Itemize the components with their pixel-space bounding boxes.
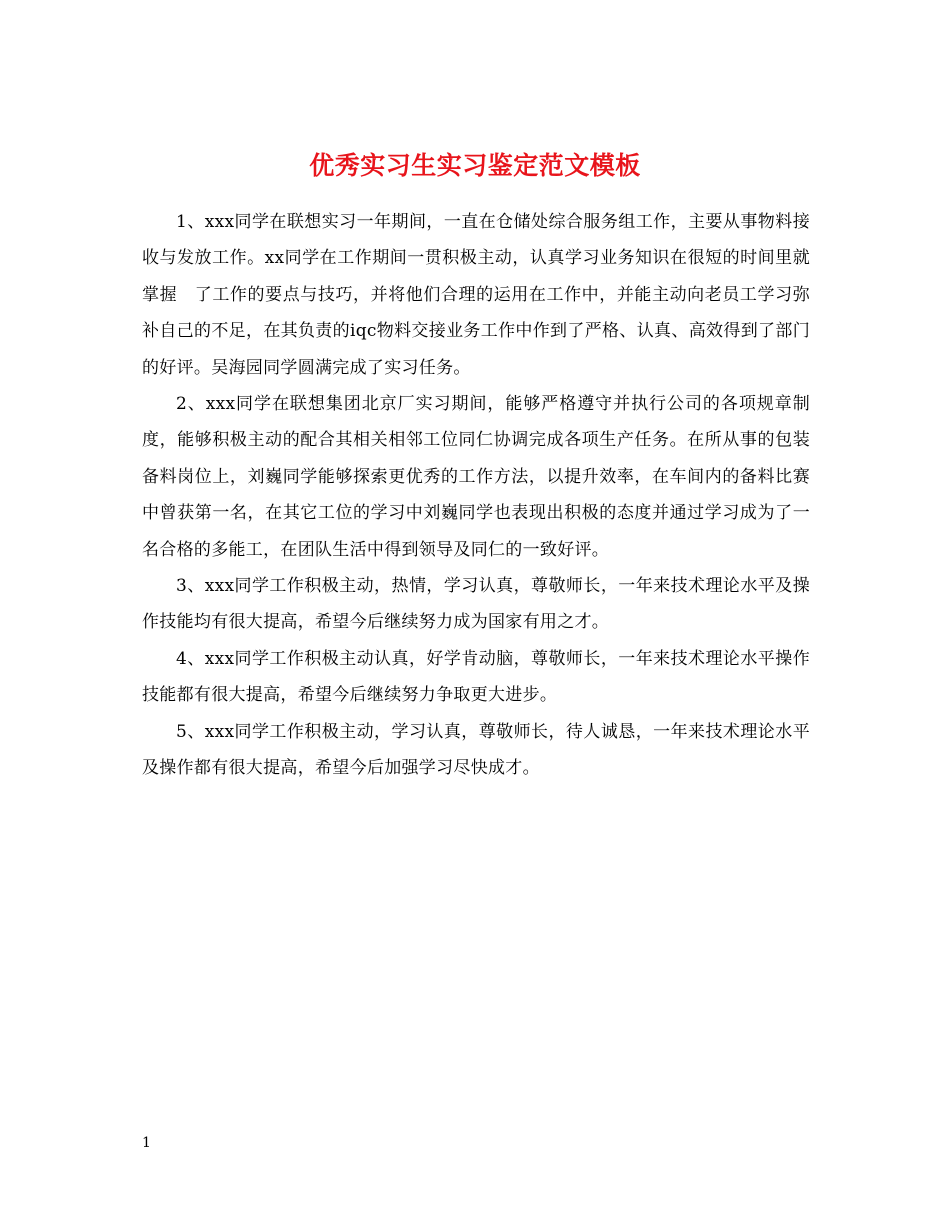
page-number: 1 [142,1135,151,1151]
paragraph-2: 2、xxx同学在联想集团北京厂实习期间，能够严格遵守并执行公司的各项规章制度，能够积极主动的配合其相关相邻工位同仁协调完成各项生产任务。在所从事的包装备料岗位上，刘巍同学能够探索更优秀的工作方法，以提升效率，在车间内的备料比赛中曾获第一名，在其它工位的学习中刘巍同学也表现出积极的态度并通过学习成为了一名合格的多能工，在团队生活中得到领导及同仁的一致好评。 [142,394,810,560]
document-title: 优秀实习生实习鉴定范文模板 [309,150,641,180]
paragraph-1: 1、xxx同学在联想实习一年期间，一直在仓储处综合服务组工作，主要从事物料接收与发放工作。xx同学在工作期间一贯积极主动，认真学习业务知识在很短的时间里就掌握 了工作的要点与技巧，并将他们合理的运用在工作中，并能主动向老员工学习弥补自己的不足，在其负责的iqc物料交接业务工作中作到了严格、认真、高效得到了部门的好评。吴海园同学圆满完成了实习任务。 [142,212,810,378]
paragraph-5: 5、xxx同学工作积极主动，学习认真，尊敬师长，待人诚恳，一年来技术理论水平及操作都有很大提高，希望今后加强学习尽快成才。 [142,721,810,779]
paragraph-3: 3、xxx同学工作积极主动，热情，学习认真，尊敬师长，一年来技术理论水平及操作技能均有很大提高，希望今后继续努力成为国家有用之才。 [142,576,810,633]
paragraph-4: 4、xxx同学工作积极主动认真，好学肯动脑，尊敬师长，一年来技术理论水平操作技能都有很大提高，希望今后继续努力争取更大进步。 [142,648,810,706]
document-body [142,204,810,787]
